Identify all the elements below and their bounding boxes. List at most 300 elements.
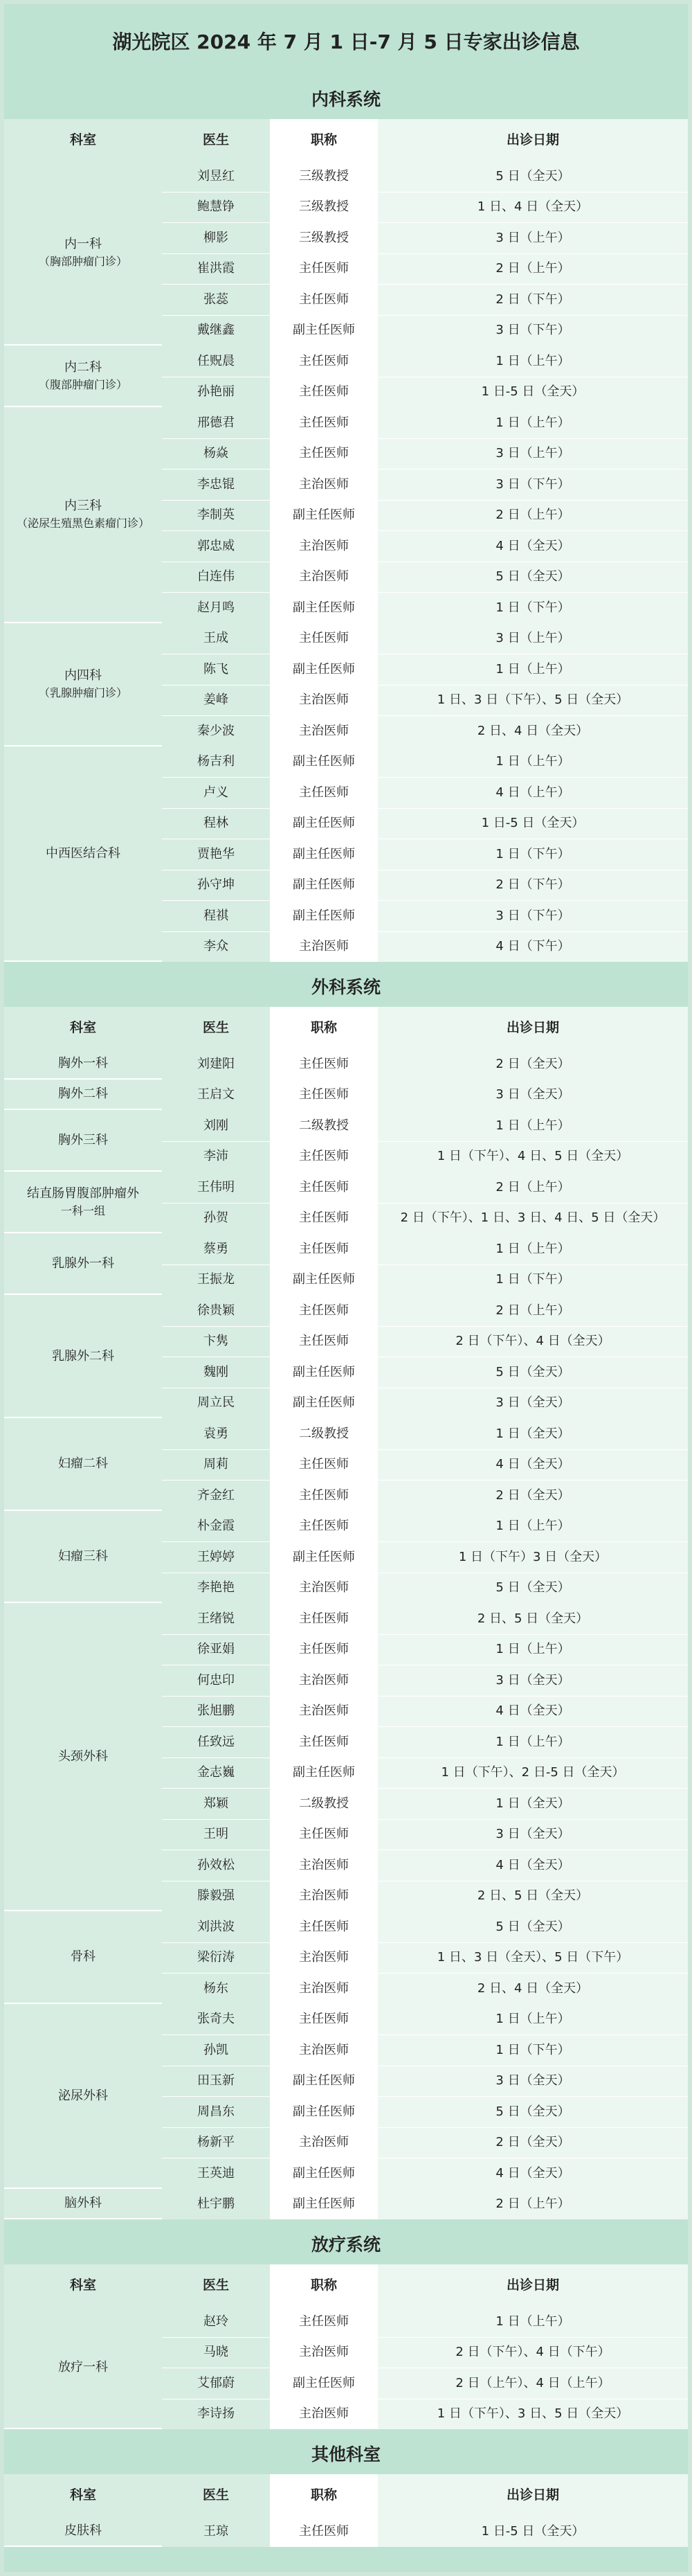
doctor-title: 主治医师 [299,1672,349,1688]
clinic-dates: 5 日（全天） [378,1357,688,1388]
doctor-name: 张蕊 [162,284,270,315]
doctor-name: 崔洪霞 [162,253,270,285]
row-divider [162,1788,688,1789]
doctor-title: 主治医师 [299,2345,349,2360]
doctor-name: 姜峰 [162,685,270,716]
department-name [4,1048,162,1080]
doctor-name: 杨焱 [162,438,270,469]
clinic-dates: 2 日（上午） [378,2189,688,2220]
clinic-dates: 3 日（下午） [378,469,688,500]
clinic-dates: 2 日、4 日（全天） [378,715,688,746]
doctor-title: 副主任医师 [293,908,355,923]
doctor-title: 主任医师 [299,785,349,800]
doctor-name: 刘洪波 [162,1911,270,1942]
row-divider [162,808,688,809]
clinic-dates: 3 日（全天） [378,1665,688,1696]
row-divider [162,685,688,686]
row-divider [162,2127,688,2128]
department-name [4,2189,162,2220]
doctor-name: 杨吉利 [162,746,270,778]
doctor-title: 主任医师 [299,1241,349,1256]
row-divider [162,2337,688,2338]
doctor-name: 周昌东 [162,2096,270,2127]
doctor-title: 主任医师 [299,1487,349,1503]
header-dept: 科室 [4,119,162,161]
doctor-title: 主任医师 [299,1087,349,1102]
doctor-title: 副主任医师 [293,661,355,677]
row-divider [162,2096,688,2097]
doctor-name: 梁衍涛 [162,1942,270,1974]
doctor-title: 副主任医师 [293,2104,355,2119]
doctor-name: 徐亚娟 [162,1634,270,1665]
doctor-title: 主任医师 [299,1334,349,1349]
doctor-title: 主任医师 [299,1179,349,1195]
row-divider [162,1480,688,1481]
doctor-title: 主治医师 [299,2406,349,2422]
department-subtitle: （乳腺肿瘤门诊） [38,686,127,699]
clinic-dates: 2 日（下午） [378,284,688,315]
row-divider [162,777,688,778]
department-name [4,1080,162,1111]
doctor-name: 柳影 [162,222,270,253]
doctor-name: 李沛 [162,1141,270,1172]
clinic-dates: 1 日（上午） [378,1233,688,1264]
doctor-name: 滕毅强 [162,1881,270,1912]
department-name [4,407,162,623]
clinic-dates: 1 日（下午） [378,2034,688,2066]
department-label: 放疗一科 [58,2359,108,2374]
doctor-name: 赵玲 [162,2306,270,2337]
doctor-title: 主治医师 [299,692,349,708]
doctor-title: 主任医师 [299,1642,349,1657]
doctor-title: 副主任医师 [293,2165,355,2181]
row-divider [162,1942,688,1943]
doctor-name: 李制英 [162,500,270,531]
clinic-dates: 1 日（上午） [378,1726,688,1757]
header-title: 职称 [270,2264,378,2306]
clinic-dates: 1 日（全天） [378,1788,688,1819]
department-label: 乳腺外二科 [52,1348,114,1363]
clinic-dates: 1 日（下午）、3 日、5 日（全天） [378,2399,688,2430]
clinic-dates: 3 日（全天） [378,1819,688,1850]
clinic-dates: 1 日（上午） [378,346,688,377]
clinic-dates: 3 日（全天） [378,1388,688,1419]
doctor-title: 副主任医师 [293,1272,355,1287]
doctor-name: 孙守坤 [162,870,270,901]
department-label: 结直肠胃腹部肿瘤外 [27,1186,139,1201]
department-name [4,161,162,346]
row-divider [162,1973,688,1974]
row-divider [162,715,688,716]
doctor-name: 邢德君 [162,407,270,438]
clinic-dates: 4 日（全天） [378,530,688,562]
doctor-title: 副主任医师 [293,600,355,615]
row-divider [162,222,688,223]
department-name [4,1295,162,1418]
clinic-dates: 3 日（全天） [378,2066,688,2097]
doctor-title: 副主任医师 [293,846,355,861]
clinic-dates: 4 日（全天） [378,2158,688,2189]
section-title: 内科系统 [4,78,688,119]
doctor-name: 张奇夫 [162,2004,270,2035]
row-divider [162,900,688,901]
doctor-name: 马晓 [162,2337,270,2368]
doctor-name: 杨东 [162,1973,270,2004]
row-divider [162,1541,688,1542]
department-label: 胸外一科 [58,1055,108,1071]
doctor-title: 主治医师 [299,939,349,954]
doctor-name: 艾郁蔚 [162,2368,270,2399]
doctor-name: 程祺 [162,900,270,931]
section-title: 放疗系统 [4,2223,688,2264]
doctor-title: 主任医师 [299,1210,349,1226]
doctor-title: 主任医师 [299,1611,349,1626]
doctor-title: 二级教授 [299,1426,349,1441]
doctor-title: 三级教授 [299,230,349,245]
doctor-name: 金志巍 [162,1757,270,1789]
header-date: 出诊日期 [378,1007,688,1048]
clinic-dates: 2 日（上午） [378,500,688,531]
clinic-dates: 5 日（全天） [378,1573,688,1604]
doctor-name: 杨新平 [162,2127,270,2158]
department-label: 中西医结合科 [46,846,120,861]
doctor-title: 主任医师 [299,353,349,368]
row-divider [162,931,688,932]
doctor-title: 主治医师 [299,476,349,492]
doctor-title: 主任医师 [299,2523,349,2539]
doctor-title: 主任医师 [299,292,349,307]
doctor-title: 二级教授 [299,1796,349,1811]
department-name [4,1511,162,1604]
doctor-name: 孙艳丽 [162,377,270,408]
clinic-dates: 1 日（下午）、2 日-5 日（全天） [378,1757,688,1789]
doctor-name: 何忠印 [162,1665,270,1696]
doctor-title: 主任医师 [299,2314,349,2329]
clinic-dates: 4 日（上午） [378,777,688,808]
row-divider [162,1141,688,1142]
doctor-name: 王婷婷 [162,1541,270,1573]
doctor-title: 副主任医师 [293,1364,355,1379]
clinic-dates: 2 日、5 日（全天） [378,1881,688,1912]
department-label: 内二科 [64,360,102,375]
doctor-name: 郭忠威 [162,530,270,562]
department-name [4,1603,162,1911]
doctor-title: 主治医师 [299,1980,349,1996]
department-label: 脑外科 [64,2196,102,2211]
doctor-name: 陈飞 [162,654,270,685]
clinic-dates: 2 日（上午） [378,1295,688,1326]
clinic-dates: 2 日（上午） [378,253,688,285]
doctor-name: 朴金霞 [162,1511,270,1542]
department-name [4,623,162,746]
doctor-title: 二级教授 [299,1118,349,1133]
clinic-dates: 2 日（下午）、4 日（全天） [378,1326,688,1357]
doctor-name: 刘昱红 [162,161,270,192]
clinic-dates: 4 日（下午） [378,931,688,963]
doctor-title: 主任医师 [299,384,349,400]
row-divider [162,530,688,531]
department-label: 内四科 [64,668,102,683]
department-label: 内一科 [64,237,102,251]
doctor-name: 刘建阳 [162,1048,270,1080]
clinic-dates: 2 日、5 日（全天） [378,1603,688,1634]
clinic-dates: 2 日（上午） [378,1172,688,1203]
clinic-dates: 2 日（全天） [378,2127,688,2158]
clinic-dates: 1 日（下午） [378,1264,688,1296]
doctor-title: 主任医师 [299,1734,349,1749]
department-subtitle: （胸部肿瘤门诊） [38,255,127,268]
doctor-name: 王启文 [162,1080,270,1111]
department-label: 内三科 [64,499,102,514]
row-divider [162,284,688,285]
header-date: 出诊日期 [378,2474,688,2516]
department-name [4,346,162,407]
header-doctor: 医生 [162,119,270,161]
clinic-dates: 3 日（下午） [378,900,688,931]
department-name [4,1172,162,1233]
department-subtitle: （腹部肿瘤门诊） [38,378,127,391]
doctor-name: 任贶晨 [162,346,270,377]
doctor-name: 齐金红 [162,1480,270,1511]
doctor-title: 主治医师 [299,2135,349,2150]
row-divider [162,1326,688,1327]
clinic-dates: 1 日、4 日（全天） [378,192,688,223]
clinic-dates: 1 日（下午） [378,592,688,623]
section-title: 外科系统 [4,965,688,1007]
department-label: 胸外三科 [58,1133,108,1147]
doctor-name: 赵月鸣 [162,592,270,623]
doctor-title: 三级教授 [299,168,349,184]
header-date: 出诊日期 [378,119,688,161]
doctor-name: 贾艳华 [162,839,270,870]
doctor-name: 魏刚 [162,1357,270,1388]
doctor-title: 副主任医师 [293,1549,355,1564]
header-doctor: 医生 [162,2264,270,2306]
row-divider [162,500,688,501]
department-label: 妇瘤三科 [58,1548,108,1564]
department-label: 胸外二科 [58,1086,108,1102]
clinic-dates: 5 日（全天） [378,2096,688,2127]
department-label: 乳腺外一科 [52,1256,114,1271]
section-title: 其他科室 [4,2433,688,2474]
doctor-title: 主治医师 [299,1703,349,1719]
doctor-title: 主任医师 [299,631,349,646]
doctor-title: 副主任医师 [293,816,355,831]
clinic-dates: 1 日（上午） [378,407,688,438]
header-dept: 科室 [4,1007,162,1048]
clinic-dates: 1 日-5 日（全天） [378,808,688,839]
clinic-dates: 3 日（全天） [378,1080,688,1111]
department-subtitle: （泌尿生殖黑色素瘤门诊） [16,517,149,530]
clinic-dates: 2 日（上午）、4 日（上午） [378,2368,688,2399]
doctor-name: 秦少波 [162,715,270,746]
doctor-name: 戴继鑫 [162,315,270,346]
doctor-title: 副主任医师 [293,2197,355,2212]
clinic-dates: 4 日（全天） [378,1696,688,1727]
doctor-title: 主治医师 [299,1580,349,1595]
doctor-title: 副主任医师 [293,2375,355,2390]
doctor-name: 王绪锐 [162,1603,270,1634]
doctor-name: 任致远 [162,1726,270,1757]
row-divider [162,1757,688,1758]
clinic-dates: 1 日-5 日（全天） [378,377,688,408]
doctor-name: 程林 [162,808,270,839]
row-divider [162,1264,688,1265]
doctor-title: 主治医师 [299,569,349,584]
doctor-title: 主治医师 [299,2042,349,2057]
row-divider [162,1696,688,1697]
doctor-name: 王明 [162,1819,270,1850]
doctor-name: 周莉 [162,1449,270,1481]
doctor-name: 李艳艳 [162,1573,270,1604]
header-doctor: 医生 [162,1007,270,1048]
row-divider [162,592,688,593]
doctor-name: 王英迪 [162,2158,270,2189]
doctor-name: 蔡勇 [162,1233,270,1264]
row-divider [162,2034,688,2035]
department-name [4,1418,162,1511]
header-title: 职称 [270,119,378,161]
clinic-dates: 3 日（上午） [378,438,688,469]
doctor-name: 孙贺 [162,1203,270,1234]
clinic-dates: 3 日（上午） [378,222,688,253]
doctor-title: 主治医师 [299,1950,349,1965]
header-title: 职称 [270,1007,378,1048]
doctor-title: 主任医师 [299,1457,349,1472]
doctor-name: 杜宇鹏 [162,2189,270,2220]
doctor-title: 主任医师 [299,415,349,430]
department-name [4,746,162,963]
clinic-dates: 3 日（上午） [378,623,688,654]
clinic-dates: 1 日（下午） [378,839,688,870]
clinic-dates: 1 日（上午） [378,746,688,778]
department-subtitle: 一科一组 [60,1204,105,1217]
doctor-title: 三级教授 [299,199,349,215]
clinic-dates: 1 日-5 日（全天） [378,2516,688,2547]
doctor-name: 刘刚 [162,1110,270,1141]
clinic-dates: 3 日（下午） [378,315,688,346]
doctor-name: 李诗扬 [162,2399,270,2430]
clinic-dates: 1 日（上午） [378,1110,688,1141]
doctor-title: 副主任医师 [293,508,355,523]
doctor-title: 主任医师 [299,1149,349,1164]
clinic-dates: 5 日（全天） [378,562,688,593]
doctor-title: 主治医师 [299,1888,349,1904]
doctor-title: 副主任医师 [293,754,355,769]
doctor-name: 王琼 [162,2516,270,2547]
department-label: 骨科 [71,1949,95,1965]
doctor-name: 卞隽 [162,1326,270,1357]
clinic-dates: 1 日（上午） [378,2004,688,2035]
header-doctor: 医生 [162,2474,270,2516]
doctor-name: 徐贵颖 [162,1295,270,1326]
clinic-dates: 1 日、3 日（下午）、5 日（全天） [378,685,688,716]
doctor-name: 李众 [162,931,270,963]
row-divider [162,1449,688,1450]
doctor-title: 主治医师 [299,723,349,738]
row-divider [162,192,688,193]
department-label: 泌尿外科 [58,2088,108,2103]
clinic-dates: 1 日（上午） [378,1634,688,1665]
department-name [4,1911,162,2004]
doctor-name: 白连伟 [162,562,270,593]
doctor-title: 副主任医师 [293,2073,355,2088]
clinic-dates: 4 日（全天） [378,1449,688,1481]
row-divider [162,438,688,439]
doctor-title: 副主任医师 [293,1765,355,1780]
schedule-page [4,4,688,2572]
doctor-name: 郑颖 [162,1788,270,1819]
department-name [4,2516,162,2547]
clinic-dates: 2 日（下午） [378,870,688,901]
doctor-title: 主任医师 [299,1919,349,1934]
clinic-dates: 1 日（上午） [378,2306,688,2337]
department-label: 皮肤科 [64,2523,102,2538]
doctor-name: 孙效松 [162,1850,270,1881]
clinic-dates: 5 日（全天） [378,161,688,192]
clinic-dates: 2 日（下午）、4 日（下午） [378,2337,688,2368]
department-name [4,1110,162,1172]
header-dept: 科室 [4,2474,162,2516]
department-label: 头颈外科 [58,1749,108,1764]
clinic-dates: 1 日（上午） [378,654,688,685]
clinic-dates: 1 日（下午）、4 日、5 日（全天） [378,1141,688,1172]
row-divider [162,1203,688,1204]
doctor-title: 主任医师 [299,1519,349,1534]
doctor-name: 王伟明 [162,1172,270,1203]
clinic-dates: 5 日（全天） [378,1911,688,1942]
department-name [4,2004,162,2189]
department-name [4,2306,162,2429]
row-divider [162,315,688,316]
row-divider [162,1726,688,1727]
doctor-name: 王成 [162,623,270,654]
doctor-name: 李忠锟 [162,469,270,500]
header-title: 职称 [270,2474,378,2516]
doctor-name: 卢义 [162,777,270,808]
department-name [4,1233,162,1295]
doctor-name: 袁勇 [162,1418,270,1449]
doctor-name: 孙凯 [162,2034,270,2066]
page-title: 湖光院区 2024 年 7 月 1 日-7 月 5 日专家出诊信息 [4,4,688,78]
doctor-name: 张旭鹏 [162,1696,270,1727]
doctor-title: 主任医师 [299,2012,349,2027]
doctor-title: 主治医师 [299,538,349,553]
clinic-dates: 2 日、4 日（全天） [378,1973,688,2004]
doctor-title: 主任医师 [299,1056,349,1071]
doctor-title: 主任医师 [299,1827,349,1842]
department-label: 妇瘤二科 [58,1456,108,1472]
row-divider [162,253,688,254]
row-divider [162,1819,688,1820]
clinic-dates: 2 日（下午）、1 日、3 日、4 日、5 日（全天） [378,1203,688,1234]
clinic-dates: 1 日（全天） [378,1418,688,1449]
clinic-dates: 1 日、3 日（全天）、5 日（下午） [378,1942,688,1974]
doctor-title: 主任医师 [299,1303,349,1318]
header-dept: 科室 [4,2264,162,2306]
clinic-dates: 1 日（下午）3 日（全天） [378,1541,688,1573]
doctor-name: 田玉新 [162,2066,270,2097]
header-date: 出诊日期 [378,2264,688,2306]
clinic-dates: 1 日（上午） [378,1511,688,1542]
doctor-title: 主治医师 [299,1857,349,1872]
doctor-title: 主任医师 [299,446,349,461]
clinic-dates: 2 日（全天） [378,1480,688,1511]
doctor-title: 主任医师 [299,261,349,276]
doctor-name: 王振龙 [162,1264,270,1296]
row-divider [162,1634,688,1635]
doctor-name: 周立民 [162,1388,270,1419]
